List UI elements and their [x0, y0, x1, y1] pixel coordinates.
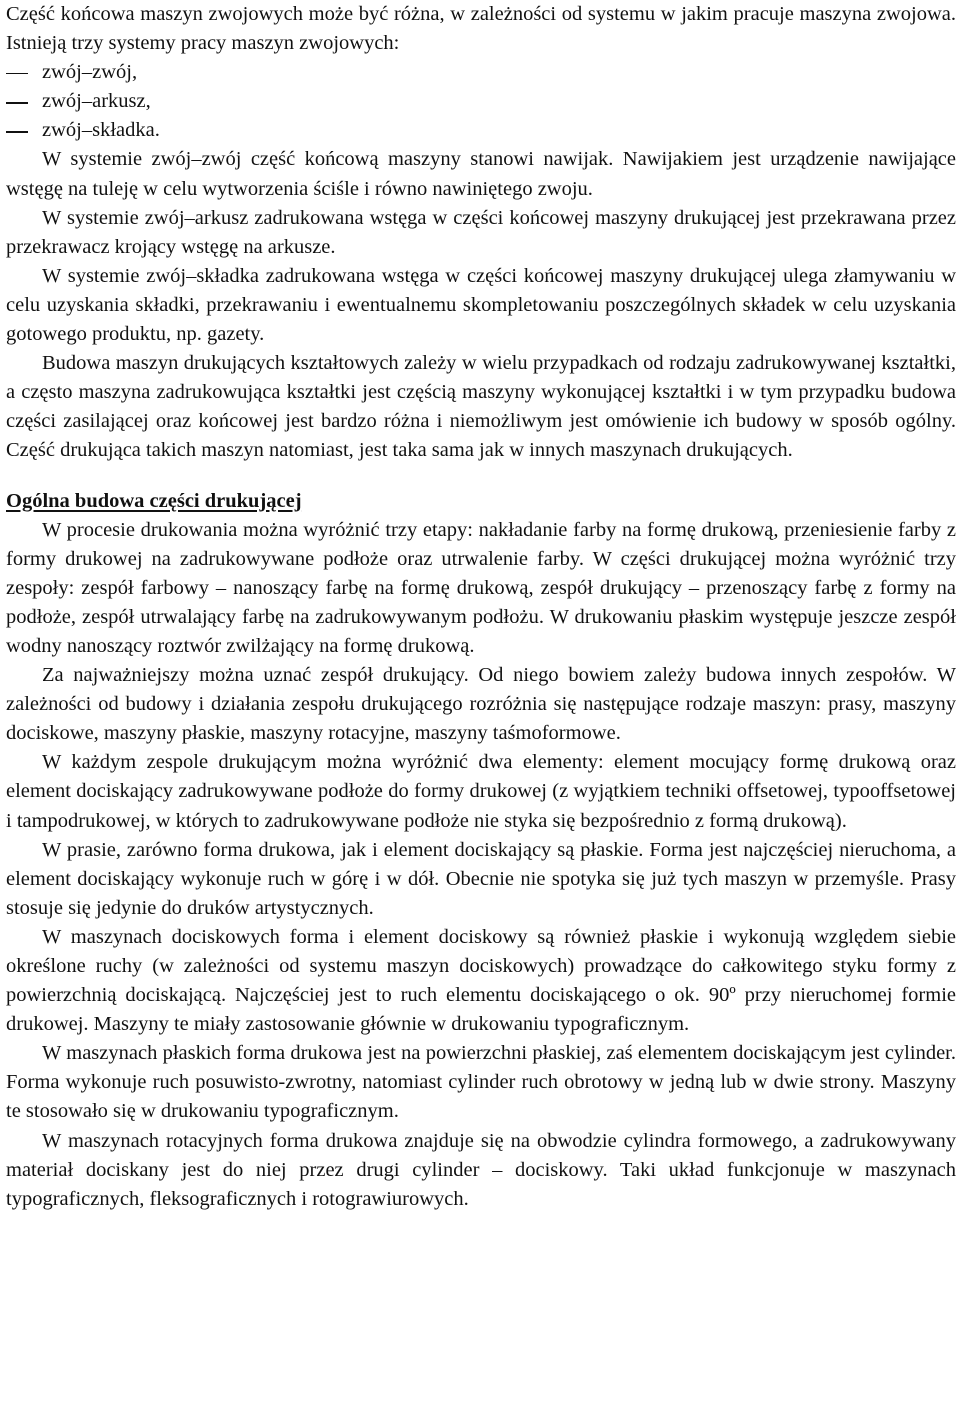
- intro-paragraph-1: Część końcowa maszyn zwojowych może być różna, w zależności od systemu w jakim pracuje maszyna zwojowa. Istnieją trzy systemy pracy maszyn zwojowych:: [6, 3, 956, 55]
- section-paragraph-5: W maszynach dociskowych forma i element dociskowy są również płaskie i wykonują względem siebie określone ruchy (w zależności od systemu maszyn dociskowych) prowadzące do całkowitego styku formy z powierzchnią dociskającą. Najczęściej jest to ruch elementu dociskającego o ok. 90º przy nieruchomej formie drukowej. Maszyny te miały zastosowanie głównie w drukowaniu typograficznym.: [6, 925, 956, 1036]
- section-paragraph-7: W maszynach rotacyjnych forma drukowa znajduje się na obwodzie cylindra formowego, a zadrukowywany materiał dociskany jest do niej przez drugi cylinder – dociskowy. Taki układ funkcjonuje w maszynach typograficznych, fleksograficznych i rotograwiurowych.: [6, 1129, 956, 1210]
- list-item: zwój–składka.: [6, 116, 956, 145]
- section-paragraph-4: W prasie, zarówno forma drukowa, jak i element dociskający są płaskie. Forma jest najczęściej nieruchoma, a element dociskający wykonuje ruch w górę i w dół. Obecnie nie spotyka się już tych maszyn w przemyśle. Prasy stosuje się jedynie do druków artystycznych.: [6, 838, 956, 919]
- intro-paragraph-2: W systemie zwój–zwój część końcową maszyny stanowi nawijak. Nawijakiem jest urządzenie nawijające wstęgę na tuleję w celu wytworzenia ściśle i równo nawiniętego zwoju.: [6, 148, 956, 200]
- section-paragraph-3: W każdym zespole drukującym można wyróżnić dwa elementy: element mocujący formę drukową oraz element dociskający zadrukowywane podłoże do formy drukowej (z wyjątkiem techniki offsetowej, typooffsetowej i tampodrukowej, w których to zadrukowywane podłoże nie styka się bezpośrednio z formą drukową).: [6, 751, 956, 832]
- document-page: [6, 0, 956, 1214]
- list-item: zwój–arkusz,: [6, 87, 956, 116]
- section-paragraph-6: W maszynach płaskich forma drukowa jest na powierzchni płaskiej, zaś elementem dociskającym jest cylinder. Forma wykonuje ruch posuwisto-zwrotny, natomiast cylinder ruch obrotowy w jedną lub w dwie strony. Maszyny te stosowało się w drukowaniu typograficznym.: [6, 1042, 956, 1123]
- list-item: zwój–zwój,: [6, 58, 956, 87]
- section-paragraph-2: Za najważniejszy można uznać zespół drukujący. Od niego bowiem zależy budowa innych zespołów. W zależności od budowy i działania zespołu drukującego rozróżnia się następujące rodzaje maszyn: prasy, maszyny dociskowe, maszyny płaskie, maszyny rotacyjne, maszyny taśmoformowe.: [6, 664, 956, 745]
- intro-paragraph-3: W systemie zwój–arkusz zadrukowana wstęga w części końcowej maszyny drukującej jest przekrawana przez przekrawacz krojący wstęgę na arkusze.: [6, 206, 956, 258]
- intro-paragraph-4: W systemie zwój–składka zadrukowana wstęga w części końcowej maszyny drukującej ulega złamywaniu w celu uzyskania składki, przekrawaniu i ewentualnemu skompletowaniu poszczególnych składek w celu uzyskania gotowego produktu, np. gazety.: [6, 264, 956, 346]
- section-heading: Ogólna budowa części drukującej: [6, 489, 302, 512]
- winding-systems-list: [6, 58, 956, 145]
- section-paragraph-1: W procesie drukowania można wyróżnić trzy etapy: nakładanie farby na formę drukową, przeniesienie farby z formy drukowej na zadrukowywane podłoże oraz utrwalenie farby. W części drukującej można wyróżnić trzy zespoły: zespół farbowy – nanoszący farbę na formę drukową, zespół drukujący – przenoszący farbę z formy na podłoże, zespół utrwalający farbę na zadrukowywanym podłożu. W drukowaniu płaskim występuje jeszcze zespół wodny nanoszący roztwór zwilżający na formę drukową.: [6, 518, 956, 657]
- intro-paragraph-5: Budowa maszyn drukujących kształtowych zależy w wielu przypadkach od rodzaju zadrukowywanej kształtki, a często maszyna zadrukowująca kształtki jest częścią maszyny wykonującej kształtki i w tym przypadku budowa części zasilającej oraz końcowej jest bardzo różna i niemożliwym jest omówienie ich budowy w sposób ogólny. Część drukująca takich maszyn natomiast, jest taka sama jak w innych maszynach drukujących.: [6, 352, 956, 462]
